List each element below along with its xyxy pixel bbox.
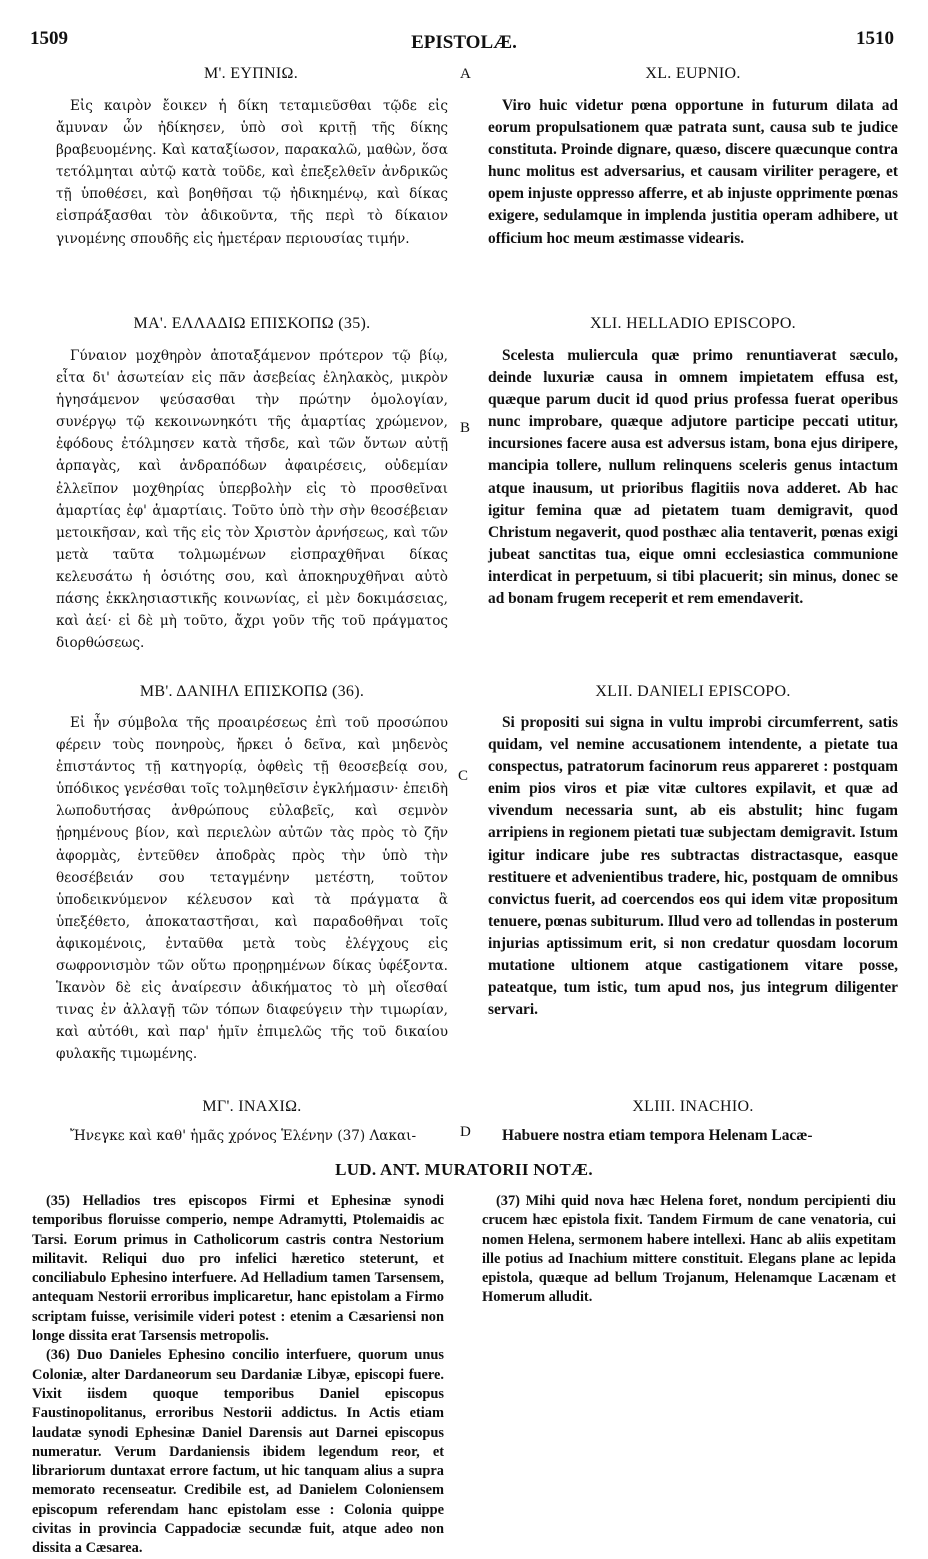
margin-marker-c: C [458, 768, 469, 784]
latin-letter-43-title: XLIII. INACHIO. [632, 1098, 754, 1115]
note-36: (36) Duo Danieles Ephesino concilio interfuere, quorum unus Coloniæ, alter Dardaneorum seu Dardaniæ Libyæ, episcopi fuere. Vixit iisdem quoque temporibus Daniel episcopus Faustinopolitanus, erroribus Nestorii addictus. In Actis etiam laudatæ synodi Ephesinæ Daniel Darensis aut Darnei episcopus numeratur. Verum Dardaniensis ibidem legendum reor, et librariorum duntaxat errore factum, ut hic tanquam alius a supra memorato recenseatur. Credibile est, ad Danielem Coloniensem episcopum referendam hanc epistolam esse : Colonia quippe civitas in provincia Cappadociæ secundæ fuit, atque adeo non dissita a Cæsarea. [32, 1347, 444, 1557]
latin-letter-41-title: XLI. HELLADIO EPISCOPO. [589, 315, 796, 332]
note-35: (35) Helladios tres episcopos Firmi et Ephesinæ synodi temporibus floruisse comperio, nempe Adramytti, Ptolemaidis ac Tarsi. Eorum primus in Catholicorum castris contra Nestorium militavit. Reliqui duo pro infelici hæretico steterunt, et conciliabulo Ephesino interfuere. Ad Helladium tamen Tarsensem, antequam Nestorii erroribus implicaretur, hanc epistolam a Firmo scriptam fuisse, verisimile videri potest : etenim a Cæsariensi non longe dissita erat Tarsensis metropolis. [32, 1193, 444, 1345]
greek-letter-41-title: ΜΑ'. ΕΛΛΑΔΙΩ ΕΠΙΣΚΟΠΩ (35). [133, 315, 371, 332]
latin-letter-42-paragraph: Si propositi sui signa in vultu improbi circumferrent, satis quidam, vel nemine accusationem intendente, a pietate tua conspectus, patratorum facinorum reus appareret : postquam enim pios viros et piæ vitæ cultores expilavit, et quæ ad vivendum necessaria sunt, ab eis abstulit; hinc fugam arripiens in regionem pietati tuæ subjectam demigravit. Istum igitur indicare jube res subtractas distractasque, easque restituere et advenientibus tradere, hic, postquam de omnibus convictus fuerit, ad coercendos eos qui idem vitæ propositum tenuere, pœnas subiturum. Illud vero ad tollendas in posterum injurias aptissimum erit, si non credatur quosdam locorum mutatione ultionem atque castigationem vitare posse, pateatque, tum istic, tum apud nos, jus integrum diligenter servari. [488, 714, 898, 1019]
running-title: EPISTOLÆ. [411, 32, 517, 53]
latin-letter-41-paragraph: Scelesta muliercula quæ primo renuntiaverat sæculo, deinde luxuriæ causa in omnem impietatem effusa est, quæque parum ducit id quod prius professa fuerat operibus nunc improbare, quæque adjutore participe peccati utitur, incursiones facere ausa est adversus istam, bona ejus diripere, mancipia tollere, nullum relinquens sceleris genus intactum atque inausum, ut prioribus flagitiis nova adderet. Ab hac igitur femina quæ ad pietatem tuam demigravit, quod Christum negaverit, quod posthæc alia tentaverit, pœnas exigi jubeat sanctitas tua, eique omni ecclesiastica communione interdicat in perpetuum, si tibi placuerit; sin minus, donec se ad bonam frugem receperit et rem emendaverit. [488, 347, 898, 608]
right-page-number: 1510 [856, 28, 894, 49]
latin-letter-43-text [488, 1125, 898, 1147]
latin-letter-40-paragraph: Viro huic videtur pœna opportune in futurum dilata ad eorum propulsationem quæ patrata sunt, causa sub te judice constituta. Proinde dignare, quæso, discere quæcunque contra hunc molitus est adversarius, et causam viriliter peragere, et opem injuste oppresso afferre, et ab injuste opprimente pœnas exigere, sedulamque in implenda justitia operam adhibere, ut officium hoc meum æstimasse videaris. [488, 97, 898, 247]
notes-heading: LUD. ANT. MURATORII NOTÆ. [335, 1160, 593, 1179]
latin-letter-40-title: XL. EUPNIO. [645, 65, 741, 82]
left-page-number: 1509 [30, 28, 68, 49]
greek-letter-43-paragraph: Ἤνεγκε καὶ καθ' ἡμᾶς χρόνος Ἑλένην (37) Λακαι- [70, 1128, 417, 1144]
greek-letter-42-title: ΜΒ'. ΔΑΝΙΗΛ ΕΠΙΣΚΟΠΩ (36). [139, 683, 365, 700]
greek-letter-43-title: ΜΓ'. ΙΝΑΧΙΩ. [202, 1098, 302, 1115]
greek-letter-40-title: Μ'. ΕΥΠΝΙΩ. [203, 65, 299, 82]
notes-right-column [482, 1192, 896, 1308]
greek-letter-40-text [56, 95, 448, 250]
greek-letter-42-text [56, 712, 448, 1066]
latin-letter-42-title: XLII. DANIELI EPISCOPO. [595, 683, 791, 700]
latin-letter-41-text [488, 345, 898, 610]
notes-left-column [32, 1192, 444, 1559]
greek-letter-43-text [56, 1125, 448, 1147]
latin-letter-43-paragraph: Habuere nostra etiam tempora Helenam Lacæ- [502, 1127, 813, 1144]
margin-marker-a: A [460, 66, 471, 82]
margin-marker-d: D [460, 1124, 471, 1140]
greek-letter-42-paragraph: Εἰ ἦν σύμβολα τῆς προαιρέσεως ἐπὶ τοῦ προσώπου φέρειν τοὺς πονηροὺς, ἤρκει ὁ δεῖνα, καὶ μηδενὸς ἐπιστάντος τῇ κατηγορίᾳ, ὀφθεὶς τῇ θεοσεβείᾳ σου, ὑπόδικος γενέσθαι τοῖς τολμηθεῖσιν ἐγκλήμασιν· ἐπειδὴ λωποδυτήσας ἀνθρώπους εὐλαβεῖς, καὶ σεμνὸν ᾑρημένους βίον, καὶ περιελὼν αὐτῶν τὰς πρὸς τὸ ζῆν ἀφορμὰς, ἐντεῦθεν ἀποδρὰς πρὸς τὴν ὑπὸ τὴν θεοσέβειάν σου τεταγμένην μετέστη, τοῦτον ὑποδεικνύμενον κέλευσον καὶ τὰ πράγματα ἃ ὑπεξέθετο, ἀποκαταστῆσαι, καὶ παραδοθῆναι τοῖς ἀφικομένοις, ἐνταῦθα μετὰ τοὺς ἐλέγχους εἰς σωφρονισμὸν τῶν οὕτω προῃρημένων δίκας ὑφέξοντα. Ἱκανὸν δὲ εἰς ἀναίρεσιν ἀδικήματος τὸ μὴ οἴεσθαί τινας ἐν ἀλλαγῇ τῶν τόπων διαφεύγειν τὴν τιμωρίαν, καὶ αὐτόθι, καὶ παρ' ἡμῖν ἐπιμελῶς τῆς τοῦ δικαίου φυλακῆς τιμωμένης. [56, 715, 448, 1063]
latin-letter-40-text [488, 95, 898, 250]
margin-marker-b: B [460, 420, 471, 436]
greek-letter-41-paragraph: Γύναιον μοχθηρὸν ἀποταξάμενον πρότερον τῷ βίῳ, εἶτα δι' ἀσωτείαν εἰς πᾶν ἀσεβείας ἐληλακὸς, μικρὸν ἡγησάμενον ψεύσασθαι τὴν πρώτην ὁμολογίαν, συνέργῳ τῷ κεκοινωνηκότι τῆς ἁμαρτίας χρώμενον, ἐφόδους ἐτόλμησεν κατὰ τῆσδε, καὶ τῶν ὄντων αὐτῇ ἁρπαγὰς, καὶ ἀνδραπόδων ἀφαιρέσεις, οὐδεμίαν ἐλλεῖπον μοχθηρίας ὑπερβολὴν εἰς τὸ προσθεῖναι ἁμαρτίας ἐφ' ἁμαρτίαις. Τοῦτο ὑπὸ τὴν σὴν θεοσέβειαν μετοικῆσαν, καὶ τῆς εἰς τὸν Χριστὸν ἀρνήσεως, καὶ τῶν μετὰ ταῦτα τολμωμένων εἰσπραχθῆναι δίκας κελευσάτω ἡ ὁσιότης σου, καὶ ἀποκηρυχθῆναι αὐτὸ πάσης ἐκκλησιαστικῆς κοινωνίας, εἰ μὲν δοκιμάσειας, καὶ ἀεί· εἰ δὲ μὴ τοῦτο, ἄχρι γοῦν τῆς τοῦ πράγματος διορθώσεως. [56, 348, 448, 652]
note-37: (37) Mihi quid nova hæc Helena foret, nondum percipienti diu crucem hæc epistola fixit. Tandem Firmum de cane venatoria, cui nomen Helena, sermonem habere intellexi. Hanc ab aliis expetitam ille potius ad Inachium mittere constituit. Elegans plane ac lepida epistola, quæque ad bellum Trojanum, Helenamque Lacænam et Homerum alludit. [482, 1193, 896, 1306]
greek-letter-40-paragraph: Εἰς καιρὸν ἔοικεν ἡ δίκη τεταμιεῦσθαι τῷδε εἰς ἄμυναν ὧν ἠδίκησεν, ὑπὸ σοὶ κριτῇ τῆς δίκης βραβευομένης. Καὶ καταξίωσον, παρακαλῶ, μαθὼν, ὅσα τετόλμηται αὐτῷ κατὰ τοῦδε, καὶ ἐπεξελθεῖν ἀνδρικῶς τῇ ὑποθέσει, καὶ βοηθῆσαι τῷ ἠδικημένῳ, καὶ δίκας εἰσπράξασθαι τὸν ἀδικοῦντα, τῆς περὶ τὸ δίκαιον γινομένης σπουδῆς εἰς ἡμετέραν περιουσίας τιμήν. [56, 98, 448, 247]
greek-letter-41-text [56, 345, 448, 654]
latin-letter-42-text [488, 712, 898, 1021]
